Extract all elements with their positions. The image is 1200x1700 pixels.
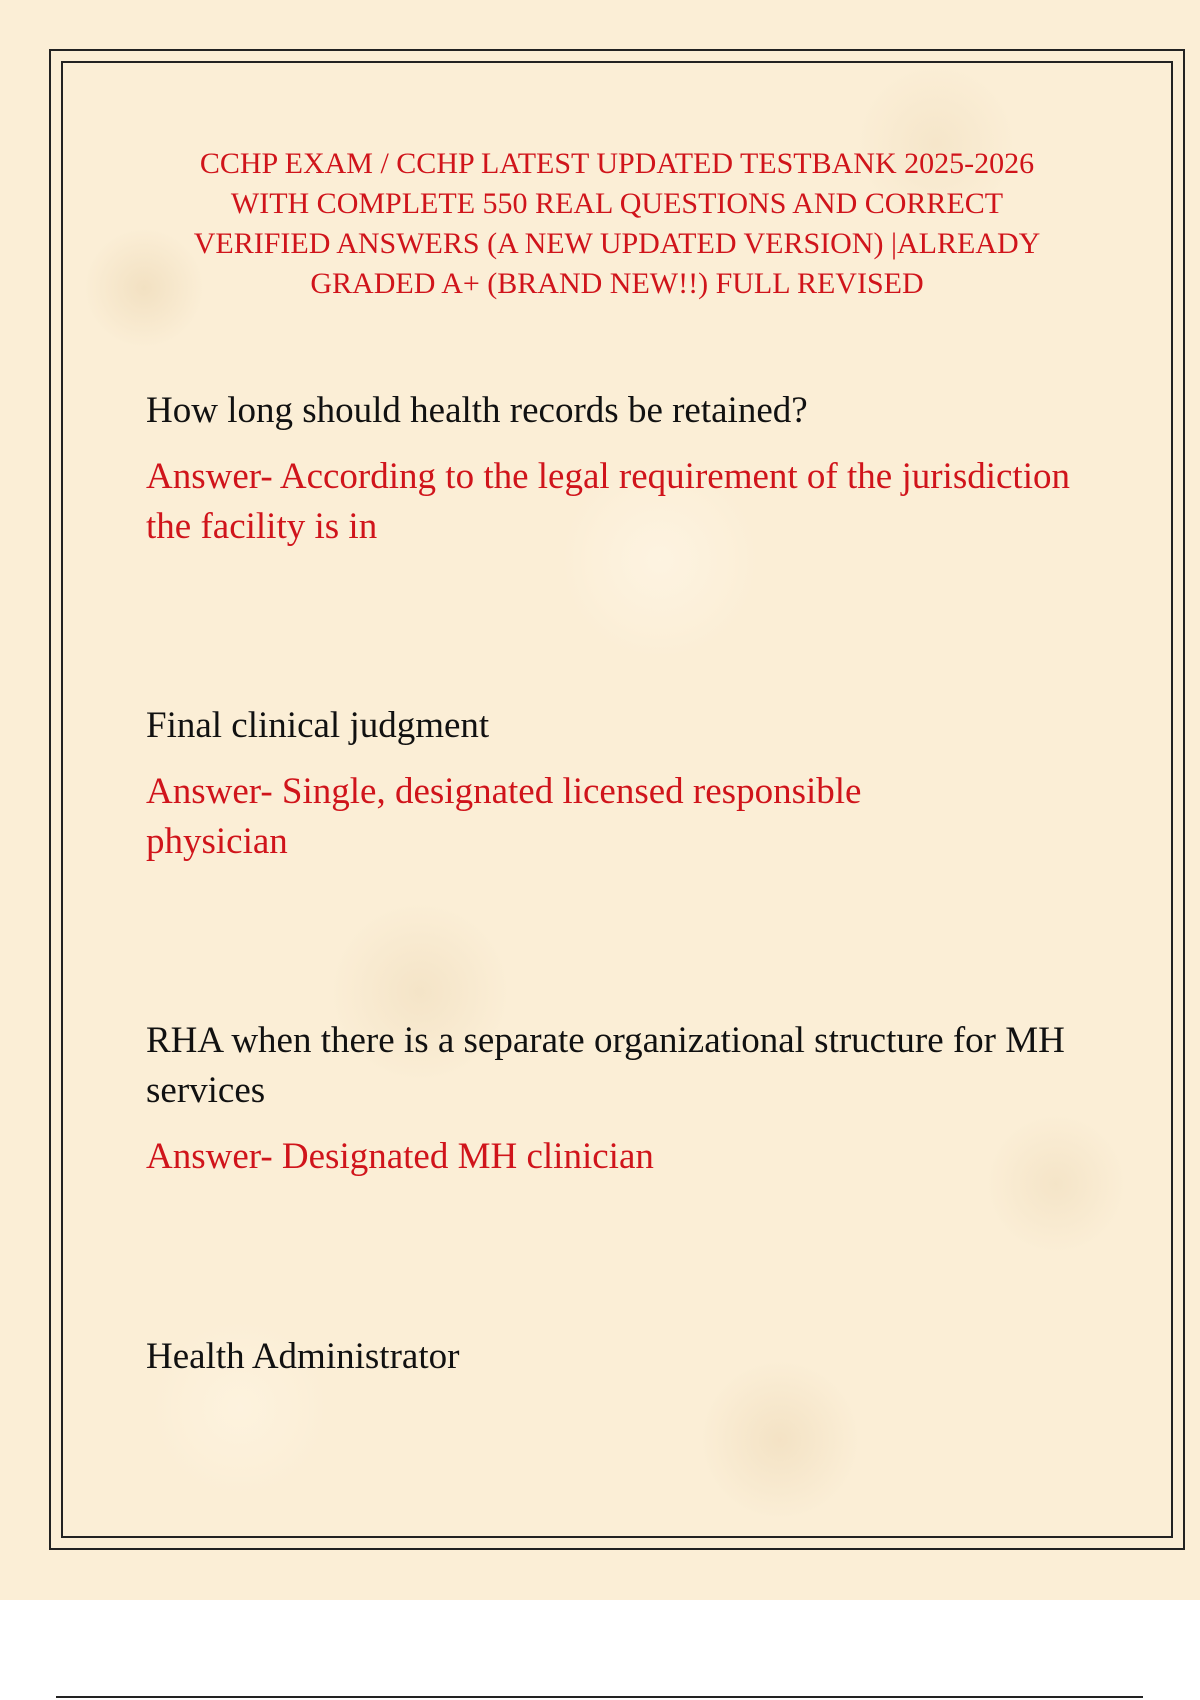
title-line: GRADED A+ (BRAND NEW!!) FULL REVISED <box>310 267 924 300</box>
question-text: RHA when there is a separate organizational structure for MH services <box>146 1020 1065 1111</box>
qa-item <box>146 1016 1081 1182</box>
answer-text: Answer- Designated MH clinician <box>146 1136 654 1177</box>
title-line: CCHP EXAM / CCHP LATEST UPDATED TESTBANK 2025-2026 <box>199 147 1035 180</box>
qa-item <box>146 701 1081 867</box>
document-title <box>150 144 1084 304</box>
question-text: How long should health records be retained? <box>146 390 808 431</box>
qa-item <box>146 386 1081 552</box>
answer-text: Answer- According to the legal requirement of the jurisdiction the facility is in <box>146 456 1070 547</box>
footer-divider <box>56 1696 1143 1698</box>
title-line: VERIFIED ANSWERS (A NEW UPDATED VERSION) |ALREADY <box>193 227 1041 260</box>
question-text: Final clinical judgment <box>146 705 490 746</box>
answer-text: Answer- Single, designated licensed responsible physician <box>146 771 862 862</box>
question-text: Health Administrator <box>146 1336 460 1377</box>
qa-item <box>146 1332 1081 1382</box>
title-line: WITH COMPLETE 550 REAL QUESTIONS AND CORRECT <box>230 187 1004 220</box>
